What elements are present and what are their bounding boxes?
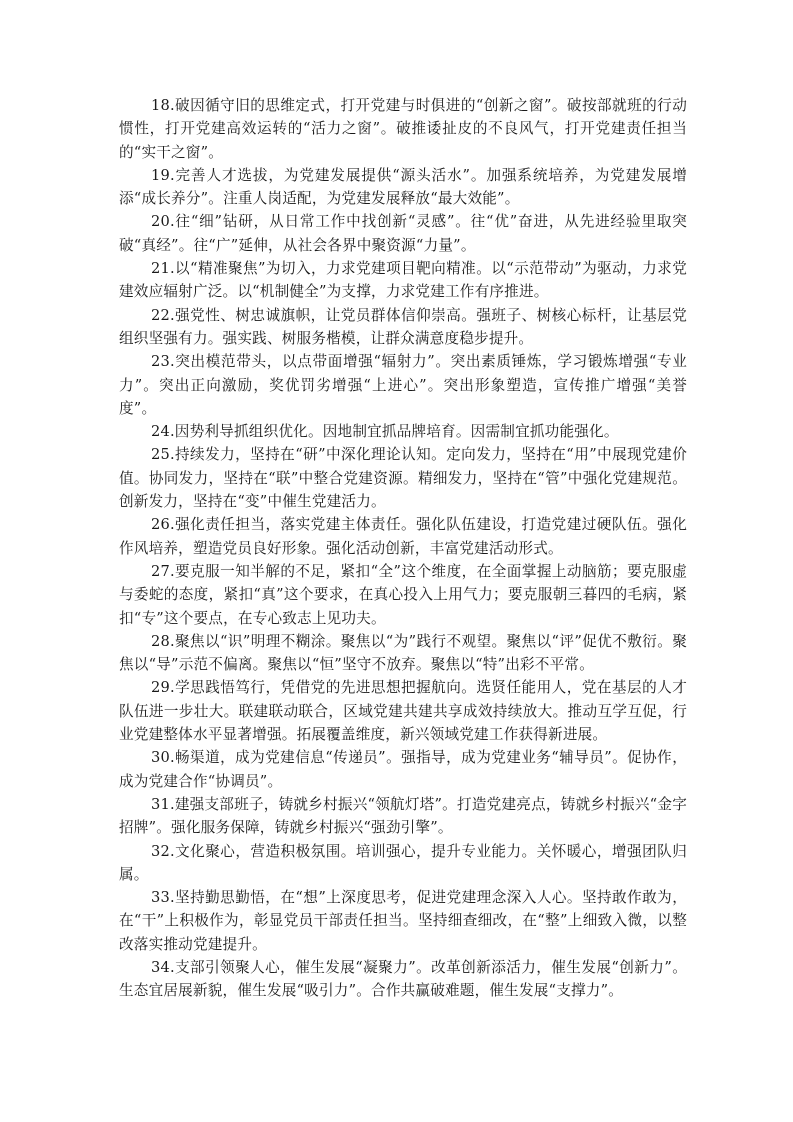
paragraph-28: 28.聚焦以“识”明理不糊涂。聚焦以“为”践行不观望。聚焦以“评”促优不敷衍。聚焦以“导”示范不偏离。聚焦以“恒”坚守不放弃。聚焦以“特”出彩不平常。 (119, 632, 687, 674)
paragraph-34: 34.支部引领聚人心，催生发展“凝聚力”。改革创新添活力，催生发展“创新力”。生态宜居展新貌，催生发展“吸引力”。合作共赢破难题，催生发展“支撑力”。 (119, 958, 687, 1000)
paragraph-26: 26.强化责任担当，落实党建主体责任。强化队伍建设，打造党建过硬队伍。强化作风培养，塑造党员良好形象。强化活动创新，丰富党建活动形式。 (119, 516, 687, 557)
paragraph-22: 22.强党性、树忠诚旗帜，让党员群体信仰崇高。强班子、树核心标杆，让基层党组织坚强有力。强实践、树服务楷模，让群众满意度稳步提升。 (119, 306, 687, 347)
paragraph-27: 27.要克服一知半解的不足，紧扣“全”这个维度，在全面掌握上动脑筋；要克服虚与委蛇的态度，紧扣“真”这个要求，在真心投入上用气力；要克服朝三暮四的毛病，紧扣“专”这个要点，在专心致志上见功夫。 (119, 562, 687, 627)
paragraph-33: 33.坚持勤思勤悟，在“想”上深度思考，促进党建理念深入人心。坚持敢作敢为，在“干”上积极作为，彰显党员干部责任担当。坚持细查细改，在“整”上细致入微，以整改落实推动党建提升。 (119, 889, 687, 953)
paragraph-32: 32.文化聚心，营造积极氛围。培训强心，提升专业能力。关怀暖心，增强团队归属。 (119, 842, 687, 883)
paragraph-24: 24.因势利导抓组织优化。因地制宜抓品牌培育。因需制宜抓功能强化。 (151, 423, 619, 441)
paragraph-21: 21.以“精准聚焦”为切入，力求党建项目靶向精准。以“示范带动”为驱动，力求党建效应辐射广泛。以“机制健全”为支撑，力求党建工作有序推进。 (119, 260, 687, 301)
paragraph-23: 23.突出模范带头，以点带面增强“辐射力”。突出素质锤炼，学习锻炼增强“专业力”。突出正向激励，奖优罚劣增强“上进心”。突出形象塑造，宣传推广增强“美誉度”。 (119, 353, 687, 417)
document-body (119, 94, 687, 1003)
paragraph-31: 31.建强支部班子，铸就乡村振兴“领航灯塔”。打造党建亮点，铸就乡村振兴“金字招牌”。强化服务保障，铸就乡村振兴“强劲引擎”。 (119, 795, 687, 837)
paragraph-18: 18.破因循守旧的思维定式，打开党建与时俱进的“创新之窗”。破按部就班的行动惯性，打开党建高效运转的“活力之窗”。破推诿扯皮的不良风气，打开党建责任担当的“实干之窗”。 (119, 97, 687, 161)
paragraph-29: 29.学思践悟笃行，凭借党的先进思想把握航向。选贤任能用人，党在基层的人才队伍进一步壮大。联建联动联合，区域党建共建共享成效持续放大。推动互学互促，行业党建整体水平显著增强。拓展覆盖维度，新兴领域党建工作获得新进展。 (119, 679, 687, 744)
paragraph-25: 25.持续发力，坚持在“研”中深化理论认知。定向发力，坚持在“用”中展现党建价值。协同发力，坚持在“联”中整合党建资源。精细发力，坚持在“管”中强化党建规范。创新发力，坚持在“变”中催生党建活力。 (119, 446, 687, 511)
paragraph-20: 20.往“细”钻研，从日常工作中找创新“灵感”。往“优”奋进，从先进经验里取突破“真经”。往“广”延伸，从社会各界中聚资源“力量”。 (119, 213, 687, 254)
paragraph-19: 19.完善人才选拔，为党建发展提供“源头活水”。加强系统培养，为党建发展增添“成长养分”。注重人岗适配，为党建发展释放“最大效能”。 (119, 166, 687, 208)
paragraph-30: 30.畅渠道，成为党建信息“传递员”。强指导，成为党建业务“辅导员”。促协作，成为党建合作“协调员”。 (119, 749, 687, 790)
